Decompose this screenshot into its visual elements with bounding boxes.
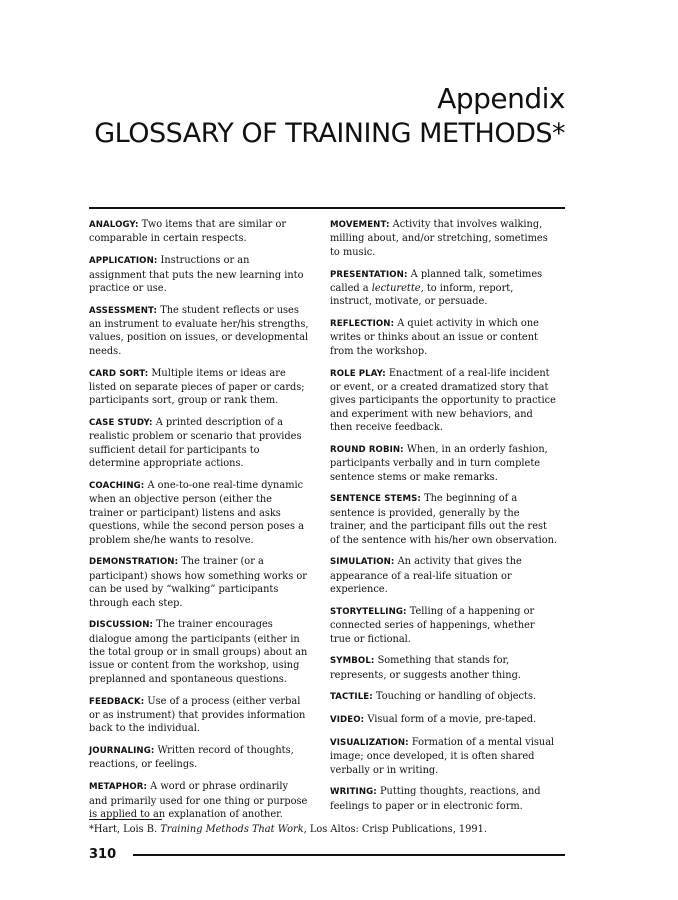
definition: The trainer (or a participant) shows how something works or can be used by “walking” participants through each step. (89, 556, 307, 609)
definition: The trainer encourages dialogue among the participants (either in the total group or in small groups) about an issue or content from the workshop, using preplanned and spontaneous questions. (89, 619, 308, 685)
definition: Two items that are similar or comparable in certain respects. (89, 219, 287, 245)
definition: An activity that gives the appearance of a real-life situation or experience. (330, 556, 522, 596)
term: ROLE PLAY: (330, 368, 386, 379)
appendix-heading: Appendix (437, 82, 565, 115)
term: COACHING: (89, 480, 145, 491)
definition: Written record of thoughts, reactions, or feelings. (89, 745, 294, 771)
definition: The beginning of a sentence is provided, generally by the trainer, and the participant fills out the rest of the sentence with his/her own observation. (330, 493, 558, 546)
term: ASSESSMENT: (89, 305, 158, 316)
glossary-entry-role-play (330, 367, 558, 435)
glossary-entry-feedback (89, 695, 309, 736)
term: WRITING: (330, 787, 377, 798)
term: JOURNALING: (89, 746, 155, 757)
definition: Something that stands for, represents, or suggests another thing. (330, 655, 522, 681)
term: APPLICATION: (89, 256, 158, 267)
glossary-entry-writing (330, 785, 558, 813)
glossary-entry-journaling (89, 744, 309, 772)
top-rule (89, 207, 565, 209)
definition-emphasis: lecturette, (371, 282, 424, 294)
glossary-entry-discussion (89, 618, 309, 686)
term: ROUND ROBIN: (330, 444, 404, 455)
definition: A quiet activity in which one writes or thinks about an issue or content from the workshop. (330, 318, 539, 357)
glossary-entry-analogy (89, 218, 309, 246)
glossary-entry-round-robin (330, 443, 558, 484)
glossary-entry-demonstration (89, 555, 309, 610)
bottom-rule (133, 854, 565, 856)
glossary-entry-coaching (89, 479, 309, 547)
term: VISUALIZATION: (330, 737, 409, 748)
definition: Activity that involves walking, milling about, and/or stretching, sometimes to music. (330, 219, 548, 258)
footnote-publisher: Los Altos: Crisp Publications, 1991. (309, 824, 487, 835)
term: MOVEMENT: (330, 220, 390, 230)
page-number: 310 (89, 847, 117, 862)
definition: The student reflects or uses an instrument to evaluate her/his strengths, values, position on issues, or developmental needs. (89, 304, 309, 357)
definition: Visual form of a movie, pre-taped. (367, 714, 537, 726)
term: PRESENTATION: (330, 269, 408, 280)
footnote-book-title: Training Methods That Work, (160, 824, 307, 835)
glossary-entry-video (330, 713, 558, 727)
term: CARD SORT: (89, 368, 149, 379)
term: CASE STUDY: (89, 418, 153, 429)
glossary-entry-case-study (89, 416, 309, 471)
glossary-entry-movement (330, 218, 558, 259)
term: DISCUSSION: (89, 620, 154, 631)
footnote-author: *Hart, Lois B. (89, 824, 158, 835)
definition: When, in an orderly fashion, participants verbally and in turn complete sentence stems or make remarks. (330, 443, 548, 483)
term: SENTENCE STEMS: (330, 494, 421, 505)
glossary-column-right (330, 218, 558, 821)
footnote (89, 824, 487, 835)
definition: A word or phrase ordinarily and primarily used for one thing or purpose is applied to an explanation of another. (89, 781, 308, 820)
definition: Use of a process (either verbal or as instrument) that provides information back to the individual. (89, 695, 306, 735)
definition: Multiple items or ideas are listed on separate pieces of paper or cards; participants sort, group or rank them. (89, 367, 305, 407)
glossary-entry-symbol (330, 654, 558, 682)
glossary-entry-simulation (330, 555, 558, 596)
definition-end: to inform, report, instruct, motivate, or persuade. (330, 282, 514, 308)
glossary-entry-metaphor (89, 780, 309, 821)
definition: A one-to-one real-time dynamic when an objective person (either the trainer or participant) listens and asks questions, while the second person poses a problem she/he wants to resolve. (89, 479, 304, 546)
term: SIMULATION: (330, 557, 395, 568)
glossary-entry-assessment (89, 304, 309, 359)
glossary-entry-sentence-stems (330, 492, 558, 547)
glossary-entry-reflection (330, 317, 558, 358)
term: DEMONSTRATION: (89, 557, 179, 568)
term: REFLECTION: (330, 319, 395, 330)
definition: Formation of a mental visual image; once developed, it is often shared verbally or in writing. (330, 736, 555, 776)
definition: Putting thoughts, reactions, and feelings to paper or in electronic form. (330, 786, 541, 812)
term: TACTILE: (330, 692, 373, 703)
glossary-column-left (89, 218, 309, 830)
term: METAPHOR: (89, 782, 148, 793)
glossary-entry-tactile (330, 690, 558, 704)
glossary-entry-application (89, 254, 309, 295)
glossary-entry-card-sort (89, 367, 309, 408)
definition: Touching or handling of objects. (375, 691, 537, 703)
page-title: GLOSSARY OF TRAINING METHODS* (94, 118, 565, 149)
term: VIDEO: (330, 715, 365, 726)
glossary-entry-visualization (330, 736, 558, 777)
definition: Instructions or an assignment that puts the new learning into practice or use. (89, 255, 304, 294)
definition-start: A planned talk, sometimes called a (330, 268, 543, 294)
glossary-entry-storytelling (330, 605, 558, 646)
glossary-entry-presentation (330, 268, 558, 309)
definition: Telling of a happening or connected series of happenings, whether true or fictional. (330, 605, 535, 645)
term: STORYTELLING: (330, 606, 407, 617)
definition: A printed description of a realistic problem or scenario that provides sufficient detail for participants to determine appropriate actions. (89, 417, 302, 470)
definition: Enactment of a real-life incident or event, or a created dramatized story that gives participants the opportunity to practice and experiment with new behaviors, and then receive feedback. (330, 367, 556, 434)
footnote-rule (89, 819, 162, 820)
term: FEEDBACK: (89, 696, 145, 707)
term: SYMBOL: (330, 656, 375, 667)
term: ANALOGY: (89, 220, 139, 230)
